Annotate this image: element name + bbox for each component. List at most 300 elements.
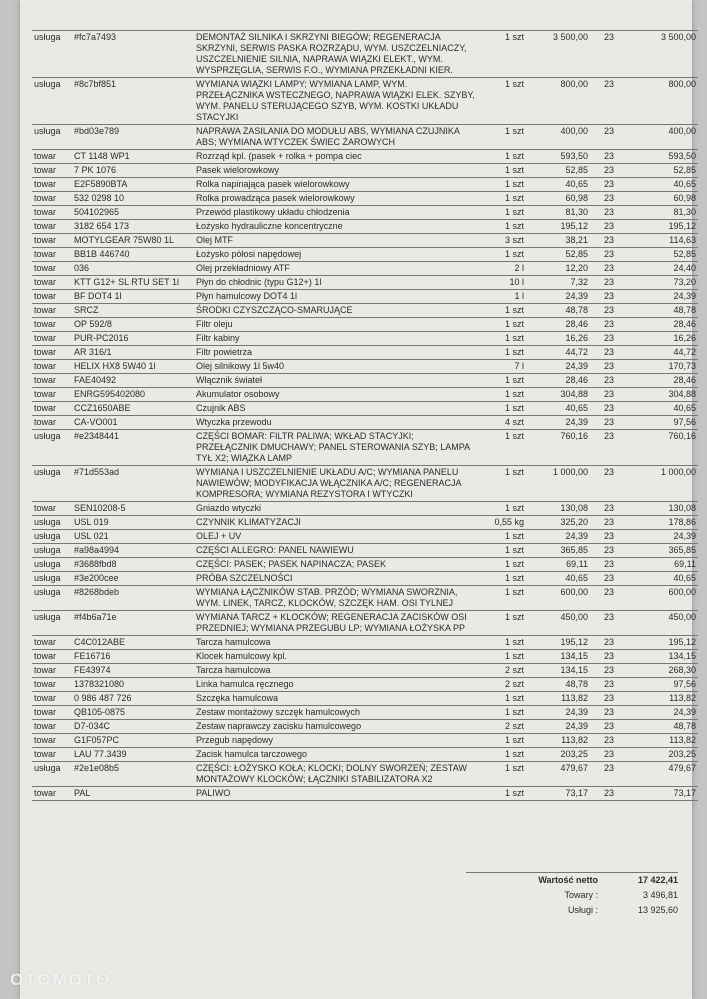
row-type-cell: usługa — [32, 572, 72, 586]
row-type-cell: towar — [32, 720, 72, 734]
invoice-sheet — [20, 0, 696, 999]
row-type-cell: usługa — [32, 31, 72, 78]
row-total-cell: 24,40 — [628, 262, 698, 276]
row-quantity-cell: 1 szt — [478, 346, 530, 360]
row-vat-cell: 23 — [590, 304, 628, 318]
row-quantity-cell: 1 szt — [478, 692, 530, 706]
row-total-cell: 450,00 — [628, 611, 698, 636]
row-total-cell: 48,78 — [628, 304, 698, 318]
row-description-cell: Zestaw montażowy szczęk hamulcowych — [194, 706, 478, 720]
row-vat-cell: 23 — [590, 150, 628, 164]
row-unit-price-cell: 7,32 — [530, 276, 590, 290]
table-row — [32, 502, 698, 516]
row-description-cell: WYMIANA ŁĄCZNIKÓW STAB. PRZÓD; WYMIANA SWORZNIA, WYM. LINEK, TARCZ, KLOCKÓW, SZCZĘK HAM. OSI TYLNEJ — [194, 586, 478, 611]
row-description-cell: Rozrząd kpl. (pasek + rolka + pompa ciec — [194, 150, 478, 164]
row-description-cell: Czujnik ABS — [194, 402, 478, 416]
row-quantity-cell: 1 szt — [478, 650, 530, 664]
row-type-cell: usługa — [32, 586, 72, 611]
row-vat-cell: 23 — [590, 502, 628, 516]
row-vat-cell: 23 — [590, 692, 628, 706]
row-description-cell: WYMIANA TARCZ + KLOCKÓW; REGENERACJA ZACISKÓW OSI PRZEDNIEJ; WYMIANA PRZEGUBU LP; WYMIANA ŁOŻYSKA PP — [194, 611, 478, 636]
row-vat-cell: 23 — [590, 360, 628, 374]
row-type-cell: towar — [32, 234, 72, 248]
row-total-cell: 24,39 — [628, 706, 698, 720]
row-description-cell: CZĘŚCI: PASEK; PASEK NAPINACZA; PASEK — [194, 558, 478, 572]
table-row — [32, 332, 698, 346]
row-vat-cell: 23 — [590, 544, 628, 558]
row-type-cell: towar — [32, 416, 72, 430]
table-row — [32, 360, 698, 374]
row-quantity-cell: 1 szt — [478, 558, 530, 572]
row-type-cell: towar — [32, 164, 72, 178]
table-row — [32, 248, 698, 262]
row-type-cell: towar — [32, 678, 72, 692]
row-total-cell: 40,65 — [628, 178, 698, 192]
row-description-cell: NAPRAWA ZASILANIA DO MODUŁU ABS, WYMIANA CZUJNIKA ABS; WYMIANA WTYCZEK ŚWIEC ŻAROWYCH — [194, 125, 478, 150]
row-quantity-cell: 1 szt — [478, 466, 530, 502]
row-total-cell: 195,12 — [628, 220, 698, 234]
row-type-cell: towar — [32, 206, 72, 220]
row-quantity-cell: 1 l — [478, 290, 530, 304]
row-code-cell: LAU 77.3439 — [72, 748, 194, 762]
row-description-cell: Łożysko półosi napędowej — [194, 248, 478, 262]
row-unit-price-cell: 593,50 — [530, 150, 590, 164]
row-code-cell: FE43974 — [72, 664, 194, 678]
row-unit-price-cell: 760,16 — [530, 430, 590, 466]
row-vat-cell: 23 — [590, 664, 628, 678]
table-row — [32, 748, 698, 762]
row-description-cell: Przegub napędowy — [194, 734, 478, 748]
table-row — [32, 374, 698, 388]
row-type-cell: towar — [32, 734, 72, 748]
row-type-cell: towar — [32, 636, 72, 650]
row-description-cell: Rolka napinająca pasek wielorowkowy — [194, 178, 478, 192]
row-code-cell: MOTYLGEAR 75W80 1L — [72, 234, 194, 248]
row-vat-cell: 23 — [590, 530, 628, 544]
row-unit-price-cell: 3 500,00 — [530, 31, 590, 78]
row-description-cell: CZYNNIK KLIMATYZACJI — [194, 516, 478, 530]
row-description-cell: CZĘŚCI: ŁOŻYSKO KOŁA; KLOCKI; DOLNY SWORZEŃ; ZESTAW MONTAŻOWY KLOCKÓW; ŁĄCZNIKI STABILIZATORA X2 — [194, 762, 478, 787]
row-quantity-cell: 1 szt — [478, 220, 530, 234]
row-total-cell: 365,85 — [628, 544, 698, 558]
row-vat-cell: 23 — [590, 248, 628, 262]
row-code-cell: #3688fbd8 — [72, 558, 194, 572]
row-type-cell: towar — [32, 332, 72, 346]
row-vat-cell: 23 — [590, 164, 628, 178]
row-code-cell: 532 0298 10 — [72, 192, 194, 206]
row-vat-cell: 23 — [590, 220, 628, 234]
table-row — [32, 192, 698, 206]
row-description-cell: Płyn do chłodnic (typu G12+) 1l — [194, 276, 478, 290]
row-total-cell: 268,30 — [628, 664, 698, 678]
row-code-cell: #a98a4994 — [72, 544, 194, 558]
row-code-cell: CT 1148 WP1 — [72, 150, 194, 164]
row-total-cell: 3 500,00 — [628, 31, 698, 78]
row-code-cell: E2F5890BTA — [72, 178, 194, 192]
row-code-cell: #8c7bf851 — [72, 78, 194, 125]
row-total-cell: 73,20 — [628, 276, 698, 290]
row-type-cell: towar — [32, 360, 72, 374]
table-row — [32, 516, 698, 530]
row-unit-price-cell: 40,65 — [530, 572, 590, 586]
table-row — [32, 304, 698, 318]
row-vat-cell: 23 — [590, 787, 628, 801]
goods-total-row — [466, 888, 678, 903]
row-description-cell: Włącznik świateł — [194, 374, 478, 388]
row-quantity-cell: 1 szt — [478, 586, 530, 611]
row-quantity-cell: 10 l — [478, 276, 530, 290]
row-code-cell: 1378321080 — [72, 678, 194, 692]
row-unit-price-cell: 1 000,00 — [530, 466, 590, 502]
row-type-cell: towar — [32, 150, 72, 164]
row-type-cell: towar — [32, 290, 72, 304]
table-row — [32, 388, 698, 402]
row-code-cell: #e2348441 — [72, 430, 194, 466]
row-vat-cell: 23 — [590, 178, 628, 192]
row-code-cell: SEN10208-5 — [72, 502, 194, 516]
row-code-cell: AR 316/1 — [72, 346, 194, 360]
row-vat-cell: 23 — [590, 31, 628, 78]
table-row — [32, 734, 698, 748]
row-code-cell: BB1B 446740 — [72, 248, 194, 262]
row-unit-price-cell: 52,85 — [530, 248, 590, 262]
row-unit-price-cell: 40,65 — [530, 402, 590, 416]
row-unit-price-cell: 203,25 — [530, 748, 590, 762]
row-quantity-cell: 1 szt — [478, 502, 530, 516]
row-type-cell: towar — [32, 664, 72, 678]
goods-total-value: 3 496,81 — [642, 890, 678, 900]
row-type-cell: usługa — [32, 558, 72, 572]
table-row — [32, 402, 698, 416]
table-row — [32, 430, 698, 466]
row-total-cell: 1 000,00 — [628, 466, 698, 502]
services-total-row — [466, 903, 678, 918]
row-quantity-cell: 1 szt — [478, 734, 530, 748]
row-code-cell: #f4b6a71e — [72, 611, 194, 636]
row-vat-cell: 23 — [590, 262, 628, 276]
row-vat-cell: 23 — [590, 734, 628, 748]
row-total-cell: 97,56 — [628, 678, 698, 692]
row-code-cell: SRCZ — [72, 304, 194, 318]
row-description-cell: Akumulator osobowy — [194, 388, 478, 402]
row-unit-price-cell: 44,72 — [530, 346, 590, 360]
row-unit-price-cell: 325,20 — [530, 516, 590, 530]
net-total-label: Wartość netto — [538, 875, 598, 885]
row-description-cell: Klocek hamulcowy kpl. — [194, 650, 478, 664]
row-unit-price-cell: 12,20 — [530, 262, 590, 276]
row-code-cell: USL 019 — [72, 516, 194, 530]
table-row — [32, 720, 698, 734]
row-type-cell: towar — [32, 692, 72, 706]
row-type-cell: usługa — [32, 530, 72, 544]
row-total-cell: 60,98 — [628, 192, 698, 206]
table-row — [32, 346, 698, 360]
row-code-cell: 036 — [72, 262, 194, 276]
row-unit-price-cell: 24,39 — [530, 530, 590, 544]
row-unit-price-cell: 134,15 — [530, 650, 590, 664]
row-description-cell: Zestaw naprawczy zacisku hamulcowego — [194, 720, 478, 734]
row-type-cell: towar — [32, 346, 72, 360]
row-code-cell: USL 021 — [72, 530, 194, 544]
row-type-cell: towar — [32, 276, 72, 290]
row-quantity-cell: 1 szt — [478, 374, 530, 388]
row-unit-price-cell: 28,46 — [530, 374, 590, 388]
row-unit-price-cell: 195,12 — [530, 636, 590, 650]
row-description-cell: Linka hamulca ręcznego — [194, 678, 478, 692]
services-total-label: Usługi : — [567, 905, 598, 915]
row-code-cell: QB105-0875 — [72, 706, 194, 720]
row-description-cell: Pasek wielorowkowy — [194, 164, 478, 178]
table-row — [32, 611, 698, 636]
row-type-cell: towar — [32, 220, 72, 234]
row-total-cell: 600,00 — [628, 586, 698, 611]
row-quantity-cell: 1 szt — [478, 192, 530, 206]
row-type-cell: towar — [32, 262, 72, 276]
row-total-cell: 81,30 — [628, 206, 698, 220]
row-vat-cell: 23 — [590, 78, 628, 125]
row-code-cell: FAE40492 — [72, 374, 194, 388]
row-total-cell: 44,72 — [628, 346, 698, 360]
row-total-cell: 48,78 — [628, 720, 698, 734]
row-code-cell: #fc7a7493 — [72, 31, 194, 78]
row-total-cell: 593,50 — [628, 150, 698, 164]
row-type-cell: towar — [32, 650, 72, 664]
table-row — [32, 650, 698, 664]
table-row — [32, 530, 698, 544]
row-unit-price-cell: 130,08 — [530, 502, 590, 516]
row-total-cell: 97,56 — [628, 416, 698, 430]
row-description-cell: Łożysko hydrauliczne koncentryczne — [194, 220, 478, 234]
row-quantity-cell: 1 szt — [478, 706, 530, 720]
row-code-cell: #8268bdeb — [72, 586, 194, 611]
row-type-cell: towar — [32, 374, 72, 388]
row-quantity-cell: 1 szt — [478, 544, 530, 558]
row-code-cell: G1F057PC — [72, 734, 194, 748]
row-unit-price-cell: 450,00 — [530, 611, 590, 636]
row-code-cell: PUR-PC2016 — [72, 332, 194, 346]
row-description-cell: CZĘŚCI BOMAR: FILTR PALIWA; WKŁAD STACYJKI; PRZEŁĄCZNIK DMUCHAWY; PANEL STEROWANIA SZYB; LAMPA TYŁ X2; WIĄZKA LAMP — [194, 430, 478, 466]
row-vat-cell: 23 — [590, 416, 628, 430]
table-row — [32, 787, 698, 801]
row-code-cell: 0 986 487 726 — [72, 692, 194, 706]
row-type-cell: towar — [32, 787, 72, 801]
row-vat-cell: 23 — [590, 402, 628, 416]
table-row — [32, 692, 698, 706]
row-unit-price-cell: 113,82 — [530, 734, 590, 748]
table-row — [32, 262, 698, 276]
row-quantity-cell: 1 szt — [478, 318, 530, 332]
row-quantity-cell: 1 szt — [478, 178, 530, 192]
row-description-cell: Szczęka hamulcowa — [194, 692, 478, 706]
row-description-cell: DEMONTAŻ SILNIKA I SKRZYNI BIEGÓW; REGENERACJA SKRZYNI, SERWIS PASKA ROZRZĄDU, WYM. USZCZELNIACZY, USZCZELNIENIE SILNIA, NAPRAWA WIĄZKI ELEKT., WYM. WYSPRZĘGLIA, SERWIS F.O., WYMIANA PRZEKŁADNI KIER. — [194, 31, 478, 78]
table-row — [32, 150, 698, 164]
row-type-cell: towar — [32, 318, 72, 332]
row-vat-cell: 23 — [590, 516, 628, 530]
row-description-cell: Rolka prowadząca pasek wielorowkowy — [194, 192, 478, 206]
row-vat-cell: 23 — [590, 466, 628, 502]
row-type-cell: towar — [32, 304, 72, 318]
row-code-cell: BF DOT4 1l — [72, 290, 194, 304]
row-quantity-cell: 1 szt — [478, 125, 530, 150]
row-quantity-cell: 1 szt — [478, 388, 530, 402]
row-total-cell: 203,25 — [628, 748, 698, 762]
row-description-cell: Tarcza hamulcowa — [194, 636, 478, 650]
row-code-cell: FE16716 — [72, 650, 194, 664]
row-code-cell: D7-034C — [72, 720, 194, 734]
row-vat-cell: 23 — [590, 720, 628, 734]
row-total-cell: 178,86 — [628, 516, 698, 530]
row-description-cell: Olej silnikowy 1l 5w40 — [194, 360, 478, 374]
row-quantity-cell: 1 szt — [478, 762, 530, 787]
row-unit-price-cell: 24,39 — [530, 720, 590, 734]
row-vat-cell: 23 — [590, 192, 628, 206]
services-total-value: 13 925,60 — [637, 905, 678, 915]
row-code-cell: C4C012ABE — [72, 636, 194, 650]
row-type-cell: usługa — [32, 516, 72, 530]
table-row — [32, 220, 698, 234]
row-quantity-cell: 2 szt — [478, 678, 530, 692]
row-type-cell: usługa — [32, 125, 72, 150]
row-type-cell: towar — [32, 502, 72, 516]
row-total-cell: 113,82 — [628, 692, 698, 706]
row-quantity-cell: 4 szt — [478, 416, 530, 430]
row-description-cell: WYMIANA I USZCZELNIENIE UKŁADU A/C; WYMIANA PANELU NAWIEWÓW; MODYFIKACJA WŁĄCZNIKA A/C; REGENERACJA KOMPRESORA; WYMIANA REZYSTORA I WTYCZKI — [194, 466, 478, 502]
row-unit-price-cell: 800,00 — [530, 78, 590, 125]
row-unit-price-cell: 24,39 — [530, 290, 590, 304]
table-row — [32, 206, 698, 220]
table-row — [32, 572, 698, 586]
otomoto-watermark: OTOMOTO — [10, 970, 112, 989]
table-row — [32, 234, 698, 248]
row-total-cell: 40,65 — [628, 572, 698, 586]
row-code-cell: 3182 654 173 — [72, 220, 194, 234]
row-quantity-cell: 1 szt — [478, 611, 530, 636]
row-vat-cell: 23 — [590, 346, 628, 360]
row-unit-price-cell: 38,21 — [530, 234, 590, 248]
table-row — [32, 706, 698, 720]
row-total-cell: 170,73 — [628, 360, 698, 374]
row-vat-cell: 23 — [590, 332, 628, 346]
table-row — [32, 586, 698, 611]
row-total-cell: 760,16 — [628, 430, 698, 466]
net-total-row — [466, 873, 678, 888]
row-type-cell: usługa — [32, 466, 72, 502]
row-unit-price-cell: 400,00 — [530, 125, 590, 150]
table-row — [32, 558, 698, 572]
row-total-cell: 195,12 — [628, 636, 698, 650]
row-vat-cell: 23 — [590, 650, 628, 664]
goods-total-label: Towary : — [564, 890, 598, 900]
invoice-items-table — [32, 30, 698, 801]
row-unit-price-cell: 16,26 — [530, 332, 590, 346]
row-unit-price-cell: 48,78 — [530, 678, 590, 692]
row-quantity-cell: 2 szt — [478, 720, 530, 734]
row-quantity-cell: 2 szt — [478, 664, 530, 678]
row-type-cell: towar — [32, 178, 72, 192]
row-code-cell: 504102965 — [72, 206, 194, 220]
row-vat-cell: 23 — [590, 318, 628, 332]
row-total-cell: 28,46 — [628, 374, 698, 388]
row-code-cell: HELIX HX8 5W40 1l — [72, 360, 194, 374]
row-vat-cell: 23 — [590, 374, 628, 388]
row-unit-price-cell: 365,85 — [530, 544, 590, 558]
row-vat-cell: 23 — [590, 706, 628, 720]
row-code-cell: #2e1e08b5 — [72, 762, 194, 787]
row-code-cell: KTT G12+ SL RTU SET 1l — [72, 276, 194, 290]
row-unit-price-cell: 81,30 — [530, 206, 590, 220]
row-vat-cell: 23 — [590, 290, 628, 304]
row-unit-price-cell: 48,78 — [530, 304, 590, 318]
row-unit-price-cell: 60,98 — [530, 192, 590, 206]
row-code-cell: 7 PK 1076 — [72, 164, 194, 178]
row-quantity-cell: 1 szt — [478, 402, 530, 416]
row-total-cell: 16,26 — [628, 332, 698, 346]
net-total-value: 17 422,41 — [637, 875, 678, 885]
row-total-cell: 69,11 — [628, 558, 698, 572]
table-row — [32, 290, 698, 304]
row-type-cell: usługa — [32, 544, 72, 558]
row-quantity-cell: 1 szt — [478, 78, 530, 125]
row-description-cell: Płyn hamulcowy DOT4 1l — [194, 290, 478, 304]
table-row — [32, 78, 698, 125]
row-description-cell: PALIWO — [194, 787, 478, 801]
table-row — [32, 466, 698, 502]
row-description-cell: Olej MTF — [194, 234, 478, 248]
row-unit-price-cell: 195,12 — [530, 220, 590, 234]
row-vat-cell: 23 — [590, 206, 628, 220]
row-type-cell: usługa — [32, 762, 72, 787]
row-description-cell: Filtr powietrza — [194, 346, 478, 360]
row-total-cell: 28,46 — [628, 318, 698, 332]
row-code-cell: PAL — [72, 787, 194, 801]
row-total-cell: 40,65 — [628, 402, 698, 416]
row-quantity-cell: 3 szt — [478, 234, 530, 248]
row-quantity-cell: 1 szt — [478, 248, 530, 262]
row-quantity-cell: 1 szt — [478, 31, 530, 78]
row-unit-price-cell: 24,39 — [530, 706, 590, 720]
row-code-cell: ENRG595402080 — [72, 388, 194, 402]
row-code-cell: CCZ1650ABE — [72, 402, 194, 416]
row-vat-cell: 23 — [590, 586, 628, 611]
table-row — [32, 31, 698, 78]
row-code-cell: OP 592/8 — [72, 318, 194, 332]
row-type-cell: towar — [32, 192, 72, 206]
row-type-cell: usługa — [32, 78, 72, 125]
table-row — [32, 416, 698, 430]
row-quantity-cell: 1 szt — [478, 332, 530, 346]
row-total-cell: 304,88 — [628, 388, 698, 402]
table-row — [32, 636, 698, 650]
row-quantity-cell: 0,55 kg — [478, 516, 530, 530]
row-unit-price-cell: 52,85 — [530, 164, 590, 178]
row-unit-price-cell: 28,46 — [530, 318, 590, 332]
table-row — [32, 276, 698, 290]
row-vat-cell: 23 — [590, 572, 628, 586]
invoice-summary — [466, 872, 678, 918]
row-unit-price-cell: 600,00 — [530, 586, 590, 611]
row-unit-price-cell: 24,39 — [530, 360, 590, 374]
row-total-cell: 400,00 — [628, 125, 698, 150]
row-quantity-cell: 1 szt — [478, 304, 530, 318]
row-type-cell: towar — [32, 388, 72, 402]
table-row — [32, 164, 698, 178]
row-total-cell: 134,15 — [628, 650, 698, 664]
table-row — [32, 678, 698, 692]
row-vat-cell: 23 — [590, 748, 628, 762]
row-description-cell: PRÓBA SZCZELNOŚCI — [194, 572, 478, 586]
table-row — [32, 178, 698, 192]
table-row — [32, 762, 698, 787]
